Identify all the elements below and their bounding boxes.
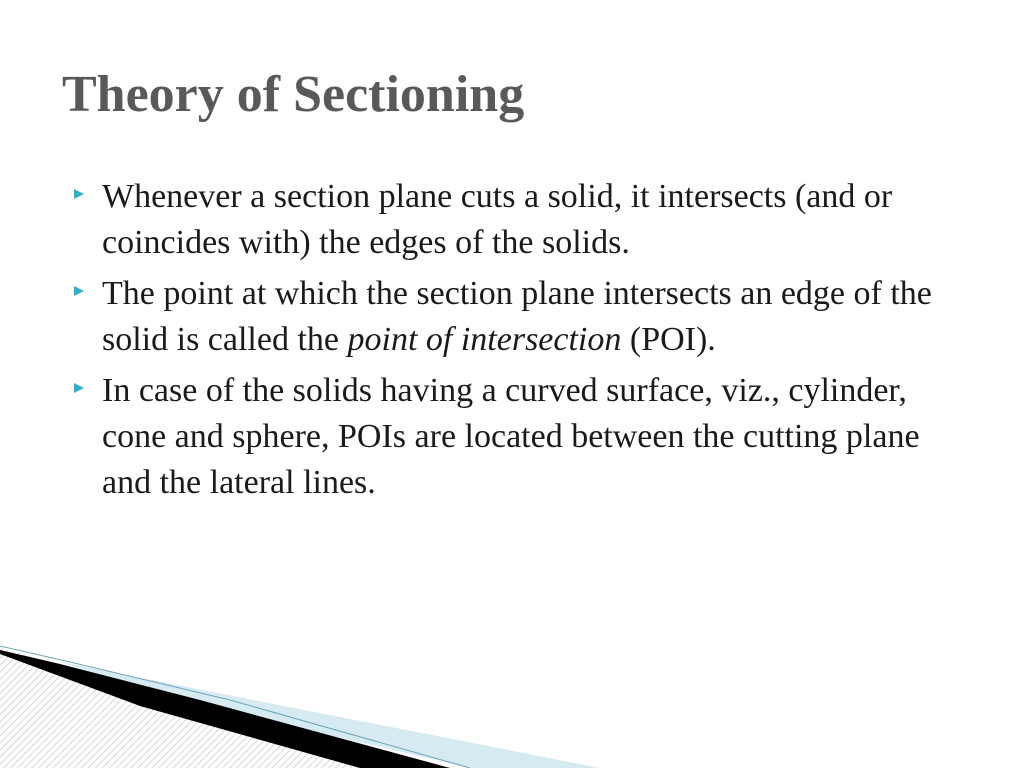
bullet-text-before: The point at which the section plane intersects an edge of the solid is called the	[102, 275, 932, 358]
bullet-item-2	[74, 271, 974, 363]
light-blue-swoosh	[60, 662, 600, 768]
bullet-list	[74, 174, 974, 511]
bullet-text-italic: point of intersection	[347, 321, 622, 358]
bullet-item-1	[74, 174, 974, 266]
black-swoosh	[0, 650, 450, 768]
slide-title: Theory of Sectioning	[62, 66, 525, 123]
bullet-arrow-icon	[74, 189, 84, 199]
bullet-text: In case of the solids having a curved surface, viz., cylinder, cone and sphere, POIs are located between the cutting plane and the lateral lines.	[102, 372, 920, 501]
accent-line	[0, 646, 470, 768]
bullet-arrow-icon	[74, 286, 84, 296]
bullet-arrow-icon	[74, 383, 84, 393]
bullet-text-after: (POI).	[621, 321, 716, 358]
bullet-item-3	[74, 368, 974, 506]
hatched-corner-shape	[0, 648, 440, 768]
bullet-text: Whenever a section plane cuts a solid, it intersects (and or coincides with) the edges of the solids.	[102, 178, 893, 261]
